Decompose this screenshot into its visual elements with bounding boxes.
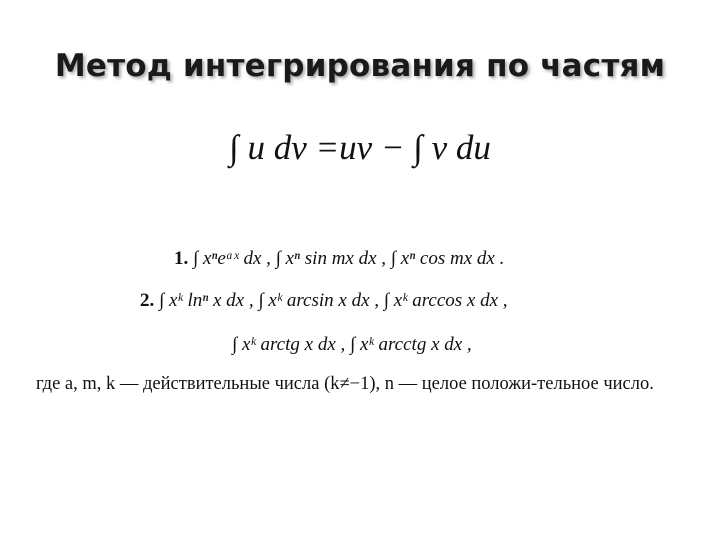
integral-list-3: ∫ xᵏ arctg x dx , ∫ xᵏ arcctg x dx , (232, 334, 472, 355)
integral-row-1 (174, 248, 504, 270)
row-number-2: 2. (140, 290, 155, 311)
integral-list-1: ∫ xⁿeᵃˣ dx , ∫ xⁿ sin mx dx , ∫ xⁿ cos mx dx . (193, 248, 505, 269)
row-number-1: 1. (174, 248, 189, 269)
integral-row-2 (140, 290, 508, 312)
integral-list-2: ∫ xᵏ lnⁿ x dx , ∫ xᵏ arcsin x dx , ∫ xᵏ arccos x dx , (159, 290, 508, 311)
conditions-note: где a, m, k — действительные числа (k≠−1), n — целое положи-тельное число. (36, 374, 654, 394)
slide-title: Метод интегрирования по частям (54, 48, 666, 84)
integration-by-parts-formula: ∫ u dv =uv − ∫ v du (229, 128, 491, 167)
integral-row-3 (232, 334, 472, 356)
